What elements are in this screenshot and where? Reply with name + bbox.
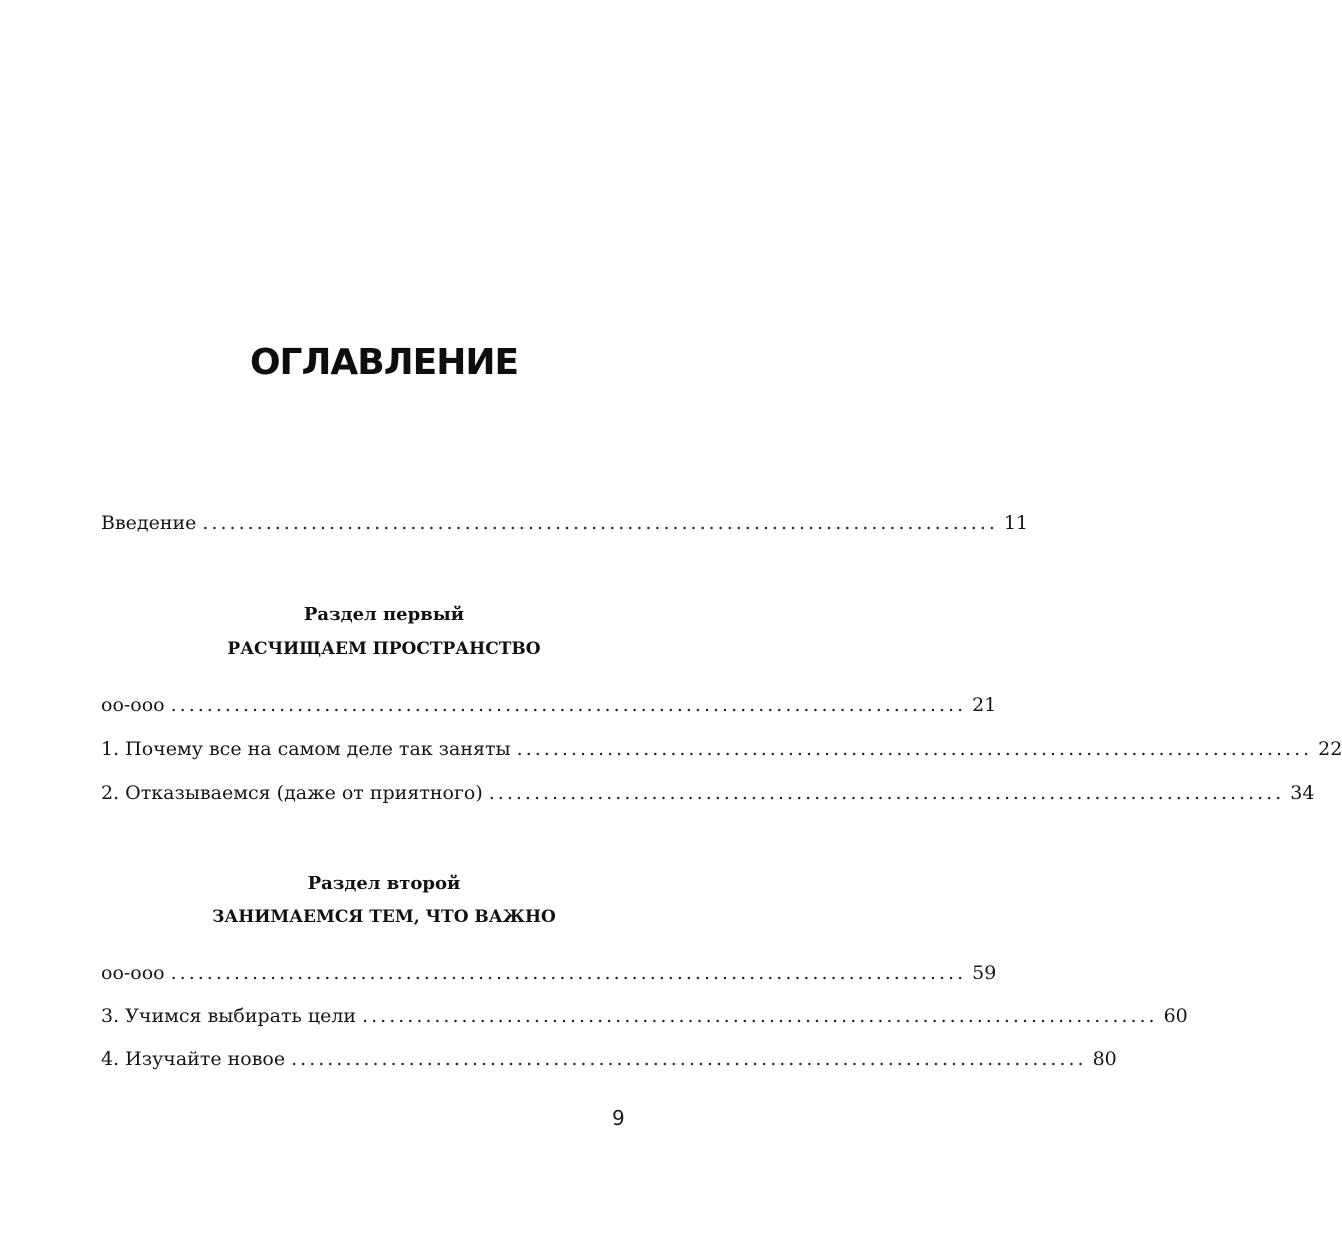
dot-leader: ........................................................................................ (488, 782, 1285, 804)
page-number: 9 (612, 1106, 625, 1130)
section-heading: Раздел первый (303, 604, 465, 625)
dot-leader: ........................................................................................ (291, 1048, 1087, 1070)
toc-entry-page: 34 (1290, 782, 1315, 804)
toc-entry-label: 3. Учимся выбирать цели (101, 1005, 357, 1027)
toc-entry (101, 736, 1342, 762)
toc-entry-label: 2. Отказываемся (даже от приятного) (101, 782, 483, 804)
toc-entry-label: 1. Почему все на самом деле так заняты (101, 738, 511, 760)
toc-entry (101, 780, 1315, 806)
dot-leader: ........................................................................................ (202, 512, 998, 534)
toc-entry-intro (101, 510, 1029, 536)
toc-entry (101, 960, 997, 986)
toc-entry-page: 21 (972, 694, 997, 716)
toc-entry-page: 60 (1163, 1005, 1188, 1027)
section-title: РАСЧИЩАЕМ ПРОСТРАНСТВО (227, 639, 541, 659)
toc-entry-page: 22 (1318, 738, 1342, 760)
toc-entry-label: оо-ооо (101, 962, 165, 984)
toc-entry (101, 1003, 1188, 1029)
toc-entry-label: оо-ооо (101, 694, 165, 716)
toc-entry (101, 1046, 1117, 1072)
section-title: ЗАНИМАЕМСЯ ТЕМ, ЧТО ВАЖНО (212, 907, 556, 927)
toc-entry-page: 11 (1003, 512, 1029, 534)
toc-entry-label: 4. Изучайте новое (101, 1048, 286, 1070)
dot-leader: ........................................................................................ (362, 1005, 1158, 1027)
dot-leader: ........................................................................................ (516, 738, 1313, 760)
toc-entry-page: 59 (972, 962, 997, 984)
toc-entry-label: Введение (101, 512, 197, 534)
toc-entry (101, 692, 997, 718)
toc-entry-page: 80 (1092, 1048, 1117, 1070)
section-heading: Раздел второй (307, 873, 461, 894)
dot-leader: ........................................................................................ (170, 962, 967, 984)
page-title: ОГЛАВЛЕНИЕ (249, 342, 519, 383)
dot-leader: ........................................................................................ (170, 694, 967, 716)
